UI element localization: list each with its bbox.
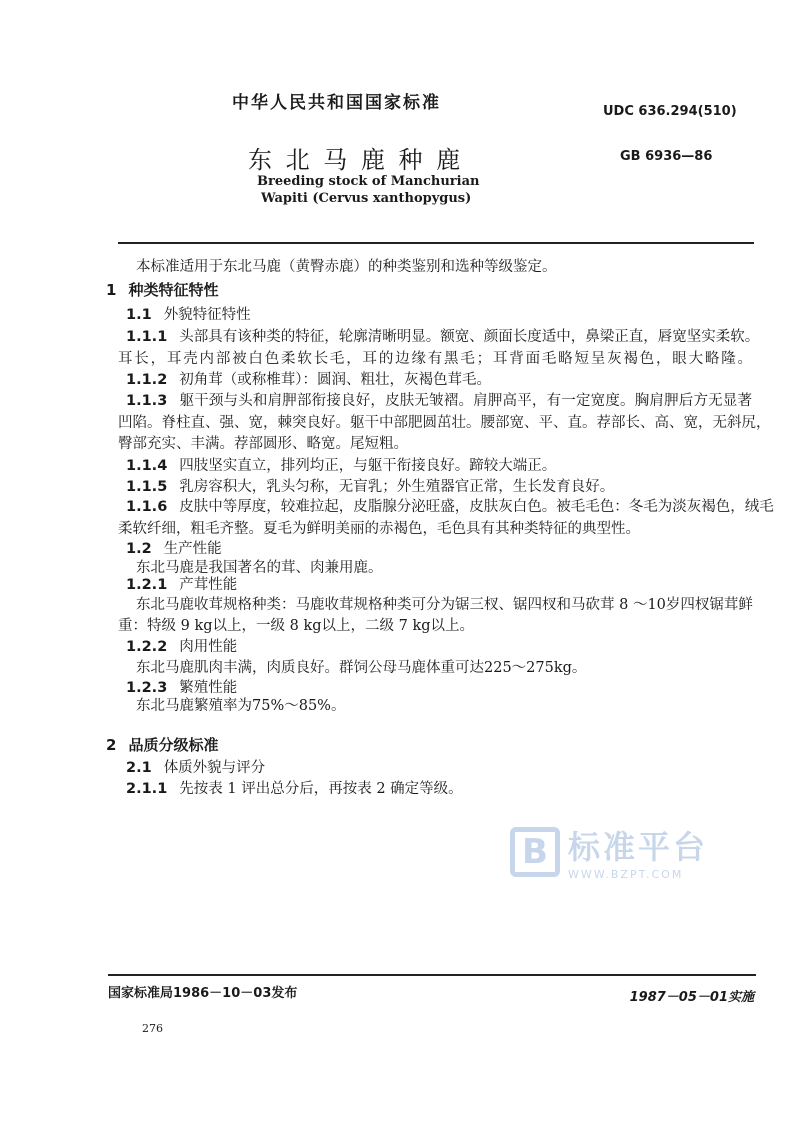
clause-text: 四肢坚实直立，排列均正，与躯干衔接良好。蹄较大端正。 xyxy=(179,458,557,474)
clause-1-1-3 xyxy=(126,391,752,411)
intro-paragraph: 本标准适用于东北马鹿（黄臀赤鹿）的种类鉴别和选种等级鉴定。 xyxy=(136,259,557,275)
clause-1-1-3-cont: 凹陷。脊柱直、强、宽，棘突良好。躯干中部肥圆茁壮。腰部宽、平、直。荐部长、高、宽，无斜尻， xyxy=(118,415,771,431)
section-title: 产茸性能 xyxy=(179,577,238,593)
clause-number: 1.1.2 xyxy=(126,372,168,388)
english-title-line2: Wapiti (Cervus xanthopygus) xyxy=(261,191,472,206)
page-title: 东 北 马 鹿 种 鹿 xyxy=(248,146,464,174)
section-1-2-1-cont: 重：特级 9 kg以上，一级 8 kg以上，二级 7 kg以上。 xyxy=(118,618,475,634)
section-number: 1.1 xyxy=(126,307,152,323)
clause-number: 2.1.1 xyxy=(126,781,168,797)
clause-1-1-4 xyxy=(126,456,556,476)
footer-divider xyxy=(108,974,756,976)
clause-number: 1.1.3 xyxy=(126,393,168,409)
clause-text: 乳房容积大，乳头匀称，无盲乳；外生殖器官正常，生长发育良好。 xyxy=(179,479,615,495)
watermark-url: WWW.BZPT.COM xyxy=(568,868,684,881)
clause-1-1-6 xyxy=(126,497,774,517)
clause-1-1-3-cont: 臀部充实、丰满。荐部圆形、略宽。尾短粗。 xyxy=(118,436,408,452)
section-1-2-text: 东北马鹿是我国著名的茸、肉兼用鹿。 xyxy=(136,560,383,576)
clause-1-1-5 xyxy=(126,477,614,497)
issue-date: 国家标准局1986－10－03发布 xyxy=(108,986,298,1001)
section-number: 1.2.3 xyxy=(126,680,168,696)
watermark-logo xyxy=(510,822,708,881)
section-title: 外貌特征特性 xyxy=(163,307,251,323)
issuing-org: 中华人民共和国国家标准 xyxy=(232,93,441,113)
clause-number: 1.1.6 xyxy=(126,499,168,515)
section-1-2-heading xyxy=(126,539,222,559)
section-1-1-heading xyxy=(126,305,251,325)
section-2-heading xyxy=(106,735,218,755)
section-1-2-1-text: 东北马鹿收茸规格种类：马鹿收茸规格种类可分为锯三杈、锯四杈和马砍茸 8 ～10岁四杈锯茸鲜 xyxy=(136,597,753,613)
section-1-2-1-heading xyxy=(126,575,237,595)
section-number: 1.2.2 xyxy=(126,639,168,655)
section-number: 2 xyxy=(106,736,117,754)
english-title-line1: Breeding stock of Manchurian xyxy=(257,174,480,189)
section-number: 2.1 xyxy=(126,760,152,776)
clause-text: 头部具有该种类的特征，轮廓清晰明显。额宽、颜面长度适中，鼻梁正直，唇宽坚实柔软。 xyxy=(179,329,760,345)
clause-text: 躯干颈与头和肩胛部衔接良好，皮肤无皱褶。肩胛高平，有一定宽度。胸肩胛后方无显著 xyxy=(179,393,752,409)
bzpt-logo-icon: B xyxy=(510,827,560,877)
clause-1-1-1-cont: 耳长，耳壳内部被白色柔软长毛，耳的边缘有黑毛；耳背面毛略短呈灰褐色，眼大略隆。 xyxy=(118,351,752,367)
clause-1-1-2 xyxy=(126,370,491,390)
section-1-heading xyxy=(106,280,218,300)
clause-text: 皮肤中等厚度，较难拉起，皮脂腺分泌旺盛，皮肤灰白色。被毛毛色：冬毛为淡灰褐色，绒毛 xyxy=(179,499,774,515)
clause-number: 1.1.5 xyxy=(126,479,168,495)
clause-2-1-1 xyxy=(126,779,463,799)
section-title: 品质分级标准 xyxy=(128,736,219,754)
section-title: 种类特征特性 xyxy=(128,281,219,299)
effective-date: 1987－05－01实施 xyxy=(629,990,754,1005)
section-number: 1.2 xyxy=(126,541,152,557)
header-divider xyxy=(118,242,754,244)
clause-text: 初角茸（或称椎茸）：圆润、粗壮，灰褐色茸毛。 xyxy=(179,372,492,388)
section-title: 体质外貌与评分 xyxy=(163,760,266,776)
section-title: 生产性能 xyxy=(163,541,222,557)
clause-number: 1.1.1 xyxy=(126,329,168,345)
section-2-1-heading xyxy=(126,758,265,778)
section-1-2-2-text: 东北马鹿肌肉丰满，肉质良好。群饲公母马鹿体重可达225～275kg。 xyxy=(136,660,587,676)
page-number: 276 xyxy=(142,1022,163,1035)
section-title: 肉用性能 xyxy=(179,639,238,655)
section-number: 1.2.1 xyxy=(126,577,168,593)
section-1-2-3-heading xyxy=(126,678,237,698)
section-1-2-2-heading xyxy=(126,637,237,657)
section-number: 1 xyxy=(106,281,117,299)
clause-number: 1.1.4 xyxy=(126,458,168,474)
udc-code: UDC 636.294(510) xyxy=(603,104,737,119)
clause-text: 先按表 1 评出总分后，再按表 2 确定等级。 xyxy=(179,781,463,797)
section-1-2-3-text: 东北马鹿繁殖率为75%～85%。 xyxy=(136,698,346,714)
clause-1-1-1 xyxy=(126,327,760,347)
watermark-text: 标准平台 xyxy=(568,828,709,866)
clause-1-1-6-cont: 柔软纤细，粗毛齐整。夏毛为鲜明美丽的赤褐色，毛色具有其种类特征的典型性。 xyxy=(118,521,640,537)
standard-number: GB 6936—86 xyxy=(620,149,713,164)
section-title: 繁殖性能 xyxy=(179,680,238,696)
